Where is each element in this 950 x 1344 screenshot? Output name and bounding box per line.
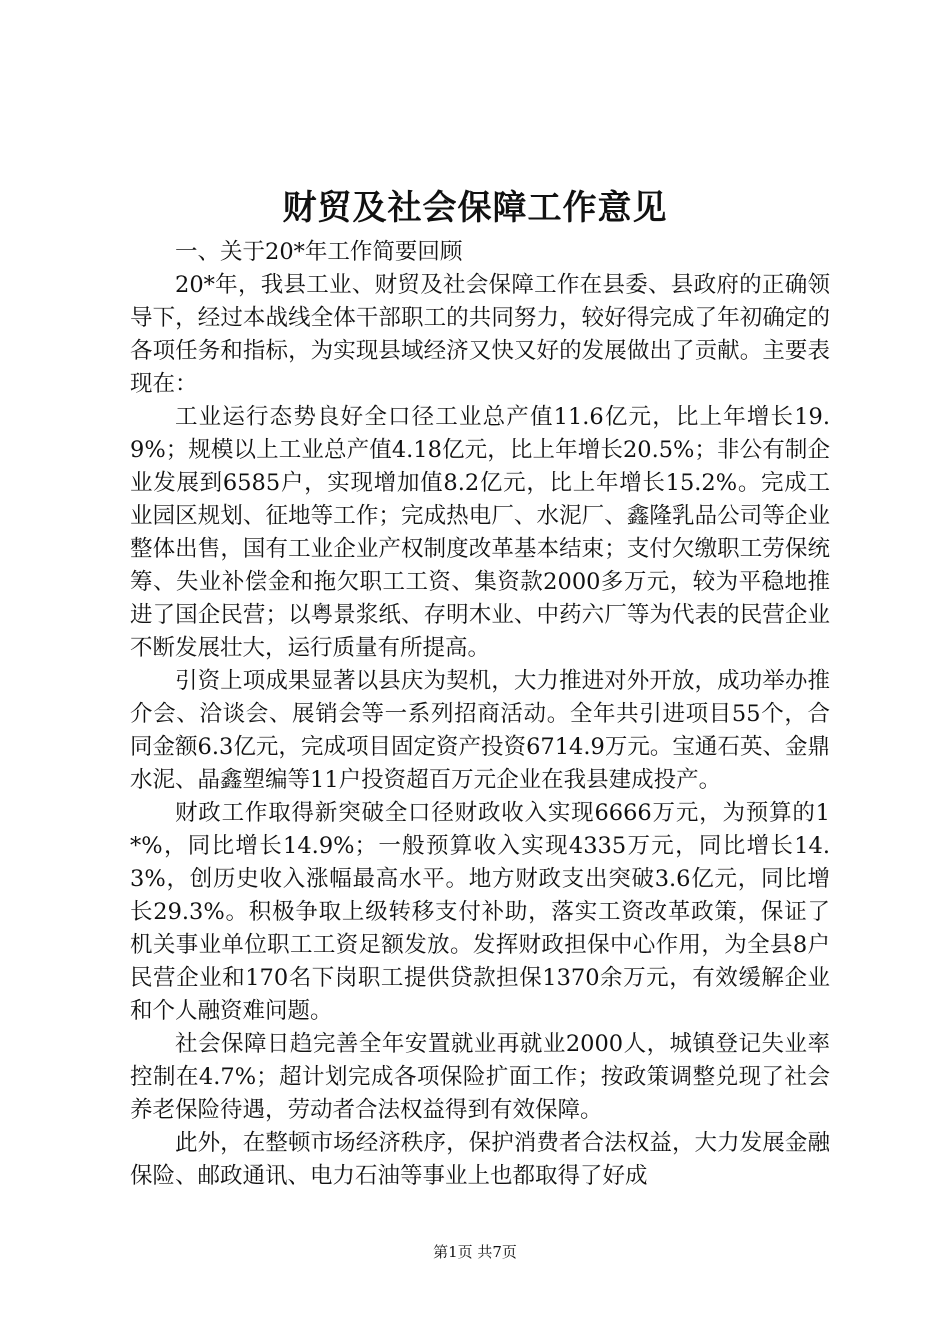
paragraph-other: 此外，在整顿市场经济秩序，保护消费者合法权益，大力发展金融保险、邮政通讯、电力石油等事业上也都取得了好成	[130, 1130, 830, 1189]
document-body	[130, 236, 830, 1193]
paragraph-social-security: 社会保障日趋完善全年安置就业再就业2000人，城镇登记失业率控制在4.7%；超计划完成各项保险扩面工作；按政策调整兑现了社会养老保险待遇，劳动者合法权益得到有效保障。	[130, 1031, 830, 1123]
page-number-footer: 第1页 共7页	[433, 1243, 517, 1261]
paragraph-industry: 工业运行态势良好全口径工业总产值11.6亿元，比上年增长19.9%；规模以上工业总产值4.18亿元，比上年增长20.5%；非公有制企业发展到6585户，实现增加值8.2亿元，比上年增长15.2%。完成工业园区规划、征地等工作；完成热电厂、水泥厂、鑫隆乳品公司等企业整体出售，国有工业企业产权制度改革基本结束；支付欠缴职工劳保统筹、失业补偿金和拖欠职工工资、集资款2000多万元，较为平稳地推进了国企民营；以粤景浆纸、存明木业、中药六厂等为代表的民营企业不断发展壮大，运行质量有所提高。	[130, 404, 830, 661]
paragraph-intro: 20*年，我县工业、财贸及社会保障工作在县委、县政府的正确领导下，经过本战线全体干部职工的共同努力，较好得完成了年初确定的各项任务和指标，为实现县域经济又快又好的发展做出了贡献。主要表现在：	[130, 272, 830, 397]
document-title: 财贸及社会保障工作意见	[282, 188, 668, 228]
paragraph-finance: 财政工作取得新突破全口径财政收入实现6666万元，为预算的1*%，同比增长14.9%；一般预算收入实现4335万元，同比增长14.3%，创历史收入涨幅最高水平。地方财政支出突破3.6亿元，同比增长29.3%。积极争取上级转移支付补助，落实工资改革政策，保证了机关事业单位职工工资足额发放。发挥财政担保中心作用，为全县8户民营企业和170名下岗职工提供贷款担保1370余万元，有效缓解企业和个人融资难问题。	[130, 800, 830, 1024]
paragraph-investment: 引资上项成果显著以县庆为契机，大力推进对外开放，成功举办推介会、洽谈会、展销会等一系列招商活动。全年共引进项目55个，合同金额6.3亿元，完成项目固定资产投资6714.9万元。宝通石英、金鼎水泥、晶鑫塑编等11户投资超百万元企业在我县建成投产。	[130, 668, 830, 793]
section-heading: 一、关于20*年工作简要回顾	[175, 239, 463, 265]
